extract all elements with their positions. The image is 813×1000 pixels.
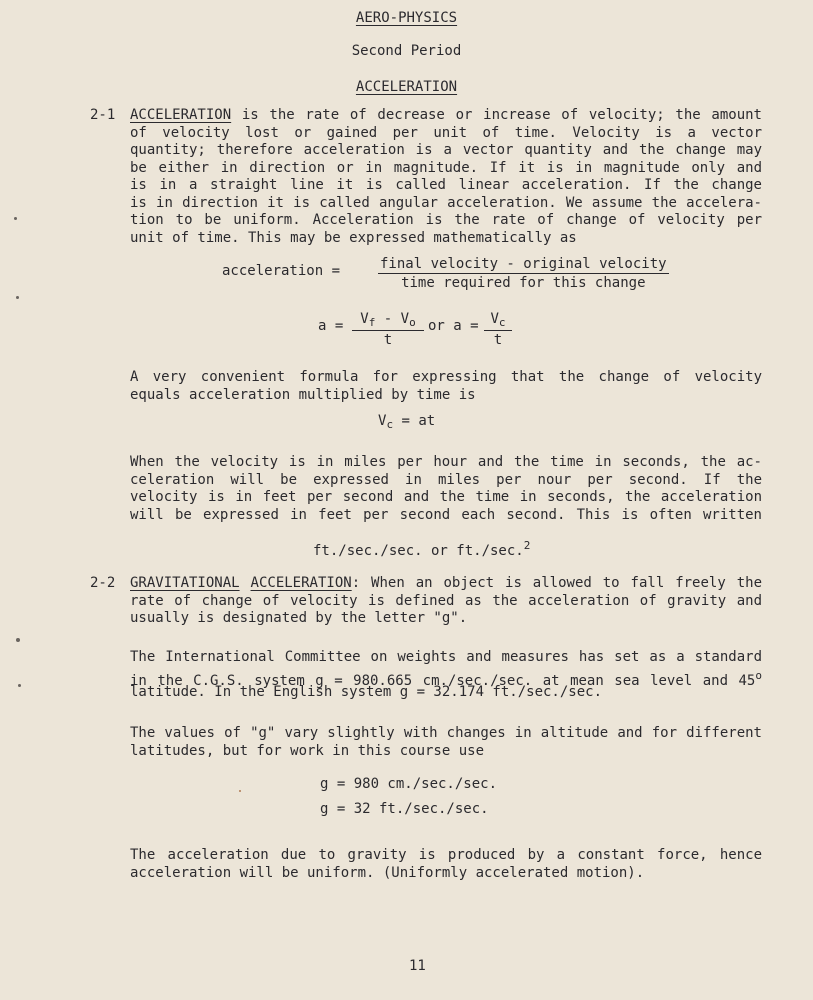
- symbol-v: V: [490, 311, 499, 327]
- paragraph-line: celeration will be expressed in miles per nour per second. If the: [130, 471, 762, 488]
- g-english-value: g = 32 ft./sec./sec.: [320, 801, 489, 817]
- formula-a-fraction-2: [484, 311, 512, 348]
- section-number-2-2: 2-2: [90, 575, 116, 591]
- paper-speck: [14, 217, 17, 220]
- fraction-numerator: [352, 311, 424, 331]
- page-number: 11: [409, 958, 426, 974]
- line-text: : When an object is allowed to fall freely the: [351, 575, 762, 591]
- formula-equals: =: [331, 263, 341, 279]
- section-2-1-paragraph: [130, 107, 762, 247]
- formula-a-lhs: a =: [318, 318, 344, 334]
- paragraph-line: usually is designated by the letter "g".: [130, 610, 468, 626]
- line-text: in the C.G.S. system g = 980.665 cm./sec./sec. at mean sea level and 45: [130, 672, 756, 689]
- subscript-c: c: [498, 316, 506, 329]
- subject-text: ACCELERATION: [355, 79, 458, 95]
- subject-heading: [0, 79, 813, 95]
- minus-sign: -: [375, 311, 401, 327]
- formula-rhs: = at: [393, 413, 436, 429]
- paragraph-line: be either in direction or in magnitude. If it is in magnitude only and: [130, 159, 762, 176]
- paragraph-line: velocity is in feet per second and the time in seconds, the acceleration: [130, 489, 762, 505]
- period-label: Second Period: [351, 43, 462, 59]
- section-heading-gravitational: GRAVITATIONAL: [130, 575, 240, 591]
- formula-a-fraction-1: [352, 311, 424, 348]
- formula-vc-at: [378, 413, 435, 431]
- symbol-v: V: [378, 413, 387, 429]
- paragraph-line: [130, 667, 762, 689]
- paper-speck: [16, 296, 19, 299]
- formula-lhs: acceleration: [222, 263, 324, 279]
- g-values-paragraph: [130, 725, 762, 760]
- paragraph-line: [130, 107, 762, 125]
- velocity-units-paragraph: [130, 454, 762, 524]
- paragraph-line: quantity; therefore acceleration is a vector quantity and the change may: [130, 142, 762, 158]
- paragraph-line: of velocity lost or gained per unit of time. Velocity is a vector: [130, 124, 762, 141]
- subscript-c: c: [386, 418, 394, 431]
- units-expression: [313, 539, 530, 559]
- section-heading-acceleration-2: ACCELERATION: [250, 575, 352, 591]
- paper-speck: [18, 684, 21, 687]
- paragraph-line: The acceleration due to gravity is produced by a constant force, hence: [130, 847, 762, 863]
- convenient-formula-paragraph: [130, 369, 762, 404]
- fraction-denominator: t: [493, 332, 503, 348]
- paragraph-line: latitude. In the English system g = 32.174 ft./sec./sec.: [130, 684, 603, 700]
- symbol-v: V: [400, 311, 410, 327]
- paragraph-line: tion to be uniform. Acceleration is the rate of change of velocity per: [130, 212, 762, 228]
- paper-speck: [16, 638, 20, 642]
- paragraph-line: acceleration will be uniform. (Uniformly accelerated motion).: [130, 864, 645, 881]
- formula-acceleration-fraction: [378, 256, 669, 291]
- g-metric-value: g = 980 cm./sec./sec.: [320, 776, 498, 792]
- paragraph-line: latitudes, but for work in this course use: [130, 742, 485, 759]
- units-text: ft./sec./sec. or ft./sec.: [313, 543, 524, 559]
- paragraph-line: The International Committee on weights and measures has set as a standard: [130, 649, 762, 665]
- section-2-2-paragraph: [130, 575, 762, 628]
- symbol-v: V: [360, 311, 369, 327]
- page-title: [0, 10, 813, 26]
- paragraph-line: is in a straight line it is called linear acceleration. If the change: [130, 177, 762, 193]
- paragraph-line: rate of change of velocity is defined as the acceleration of gravity and: [130, 592, 762, 609]
- paper-speck: [239, 790, 241, 792]
- paragraph-line: will be expressed in feet per second each second. This is often written: [130, 506, 762, 523]
- fraction-numerator: [484, 311, 512, 331]
- paragraph-line: equals acceleration multiplied by time is: [130, 386, 476, 403]
- line-text: is the rate of decrease or increase of velocity; the amount: [231, 107, 762, 123]
- final-paragraph: [130, 847, 762, 882]
- paragraph-line: unit of time. This may be expressed mathematically as: [130, 229, 577, 246]
- subscript-o: o: [409, 316, 416, 329]
- paragraph-line: is in direction it is called angular acceleration. We assume the accelera-: [130, 194, 762, 211]
- fraction-numerator: final velocity - original velocity: [380, 256, 667, 272]
- title-text: AERO-PHYSICS: [355, 10, 458, 26]
- paragraph-line: The values of "g" vary slightly with changes in altitude and for different: [130, 725, 762, 741]
- section-heading-acceleration: ACCELERATION: [130, 107, 232, 123]
- paragraph-line: [130, 575, 762, 593]
- committee-paragraph: [130, 649, 762, 702]
- superscript-2: 2: [523, 539, 531, 552]
- degree-superscript: o: [755, 668, 762, 682]
- formula-or-text: or a =: [428, 318, 479, 334]
- fraction-denominator: time required for this change: [401, 275, 646, 291]
- subscript-f: f: [368, 316, 376, 329]
- paragraph-line: A very convenient formula for expressing that the change of velocity: [130, 369, 762, 385]
- formula-acceleration-lhs: [222, 263, 340, 279]
- fraction-denominator: t: [383, 332, 393, 348]
- section-number-2-1: 2-1: [90, 107, 116, 123]
- paragraph-line: When the velocity is in miles per hour and the time in seconds, the ac-: [130, 454, 762, 470]
